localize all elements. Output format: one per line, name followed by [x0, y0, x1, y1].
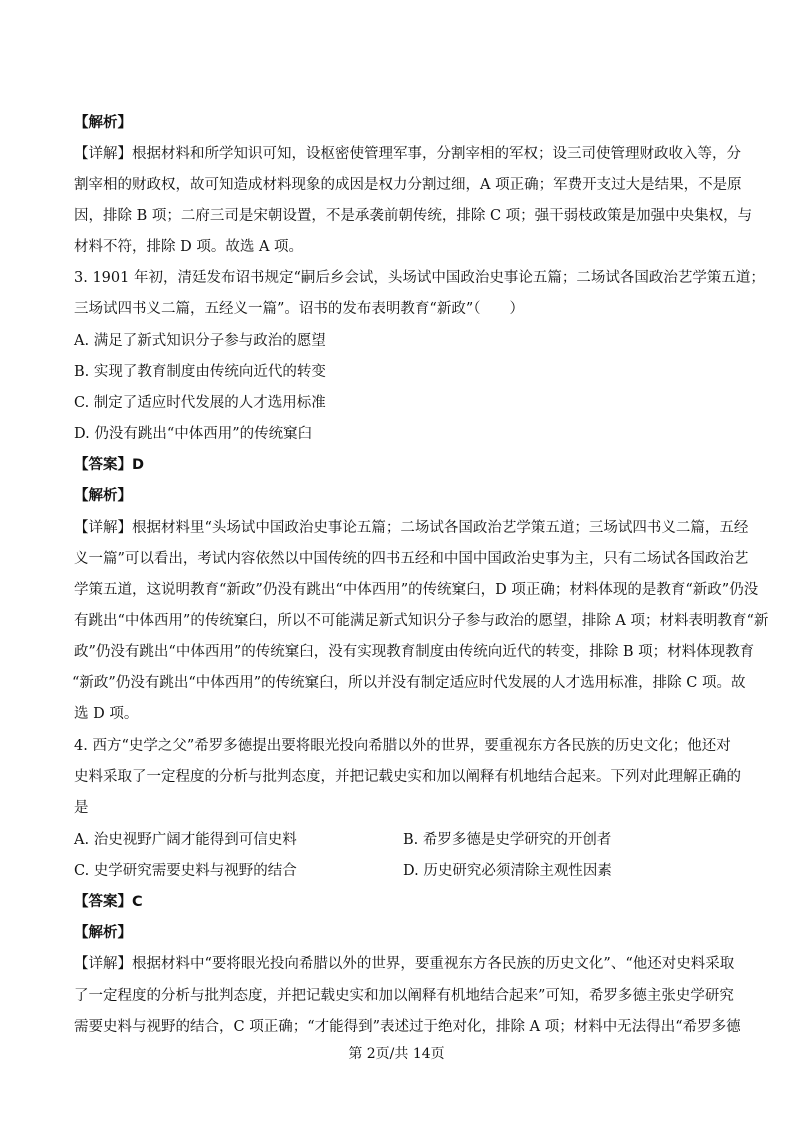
text-line: 材料不符，排除 D 项。故选 A 项。	[74, 239, 304, 255]
analysis-label: 【解析】	[74, 925, 132, 941]
text-line: 了一定程度的分析与批判态度，并把记载史实和加以阐释有机地结合起来”可知，希罗多德主张史学研究	[74, 988, 734, 1004]
analysis-label: 【解析】	[74, 115, 132, 131]
question-3-stem: 3. 1901 年初，清廷发布诏书规定“嗣后乡会试，头场试中国政治史事论五篇；二场试各国政治艺学策五道；	[74, 270, 765, 286]
text-line: 因，排除 B 项；二府三司是宋朝设置，不是承袭前朝传统，排除 C 项；强干弱枝政策是加强中央集权，与	[74, 208, 753, 224]
option-b: B. 实现了教育制度由传统向近代的转变	[74, 364, 326, 380]
option-d: D. 历史研究必须清除主观性因素	[403, 863, 612, 879]
text-line: 选 D 项。	[74, 706, 139, 722]
option-c: C. 制定了适应时代发展的人才选用标准	[74, 395, 326, 411]
answer-label: 【答案】C	[74, 894, 143, 910]
text-line: 义一篇”可以看出，考试内容依然以中国传统的四书五经和中国中国政治史事为主，只有二场试各国政治艺	[74, 551, 749, 567]
text-line: 割宰相的财政权，故可知造成材料现象的成因是权力分割过细，A 项正确；军费开支过大是结果，不是原	[74, 177, 742, 193]
option-a: A. 治史视野广阔才能得到可信史料	[74, 832, 297, 848]
question-4-stem: 是	[74, 800, 89, 816]
text-line: 【详解】根据材料里“头场试中国政治史事论五篇；二场试各国政治艺学策五道；三场试四书义二篇，五经	[74, 520, 749, 536]
question-4-stem: 史料采取了一定程度的分析与批判态度，并把记载史实和加以阐释有机地结合起来。下列对此理解正确的	[74, 769, 741, 785]
page-footer: 第 2页/共 14页	[348, 1046, 445, 1062]
question-3-stem: 三场试四书义二篇，五经义一篇”。诏书的发布表明教育“新政”（ ）	[74, 301, 524, 317]
text-line: 【详解】根据材料和所学知识可知，设枢密使管理军事，分割宰相的军权；设三司使管理财政收入等，分	[74, 146, 741, 162]
text-line: 有跳出“中体西用”的传统窠臼，所以不可能满足新式知识分子参与政治的愿望，排除 A 项；材料表明教育“新	[74, 613, 769, 629]
text-line: 【详解】根据材料中“要将眼光投向希腊以外的世界，要重视东方各民族的历史文化”、“他还对史料采取	[74, 956, 735, 972]
option-a: A. 满足了新式知识分子参与政治的愿望	[74, 333, 326, 349]
analysis-label: 【解析】	[74, 488, 132, 504]
text-line: “新政”仍没有跳出“中体西用”的传统窠臼，所以并没有制定适应时代发展的人才选用标准，排除 C 项。故	[72, 675, 746, 691]
option-c: C. 史学研究需要史料与视野的结合	[74, 863, 297, 879]
option-d: D. 仍没有跳出“中体西用”的传统窠臼	[74, 426, 313, 442]
text-line: 需要史料与视野的结合，C 项正确；“才能得到”表述过于绝对化，排除 A 项；材料中无法得出“希罗多德	[74, 1019, 741, 1035]
question-4-stem: 4. 西方“史学之父”希罗多德提出要将眼光投向希腊以外的世界，要重视东方各民族的历史文化；他还对	[74, 738, 731, 754]
text-line: 学策五道，这说明教育“新政”仍没有跳出“中体西用”的传统窠臼，D 项正确；材料体现的是教育“新政”仍没	[74, 582, 759, 598]
answer-label: 【答案】D	[74, 457, 145, 473]
text-line: 政”仍没有跳出“中体西用”的传统窠臼，没有实现教育制度由传统向近代的转变，排除 B 项；材料体现教育	[74, 644, 755, 660]
option-b: B. 希罗多德是史学研究的开创者	[403, 832, 612, 848]
